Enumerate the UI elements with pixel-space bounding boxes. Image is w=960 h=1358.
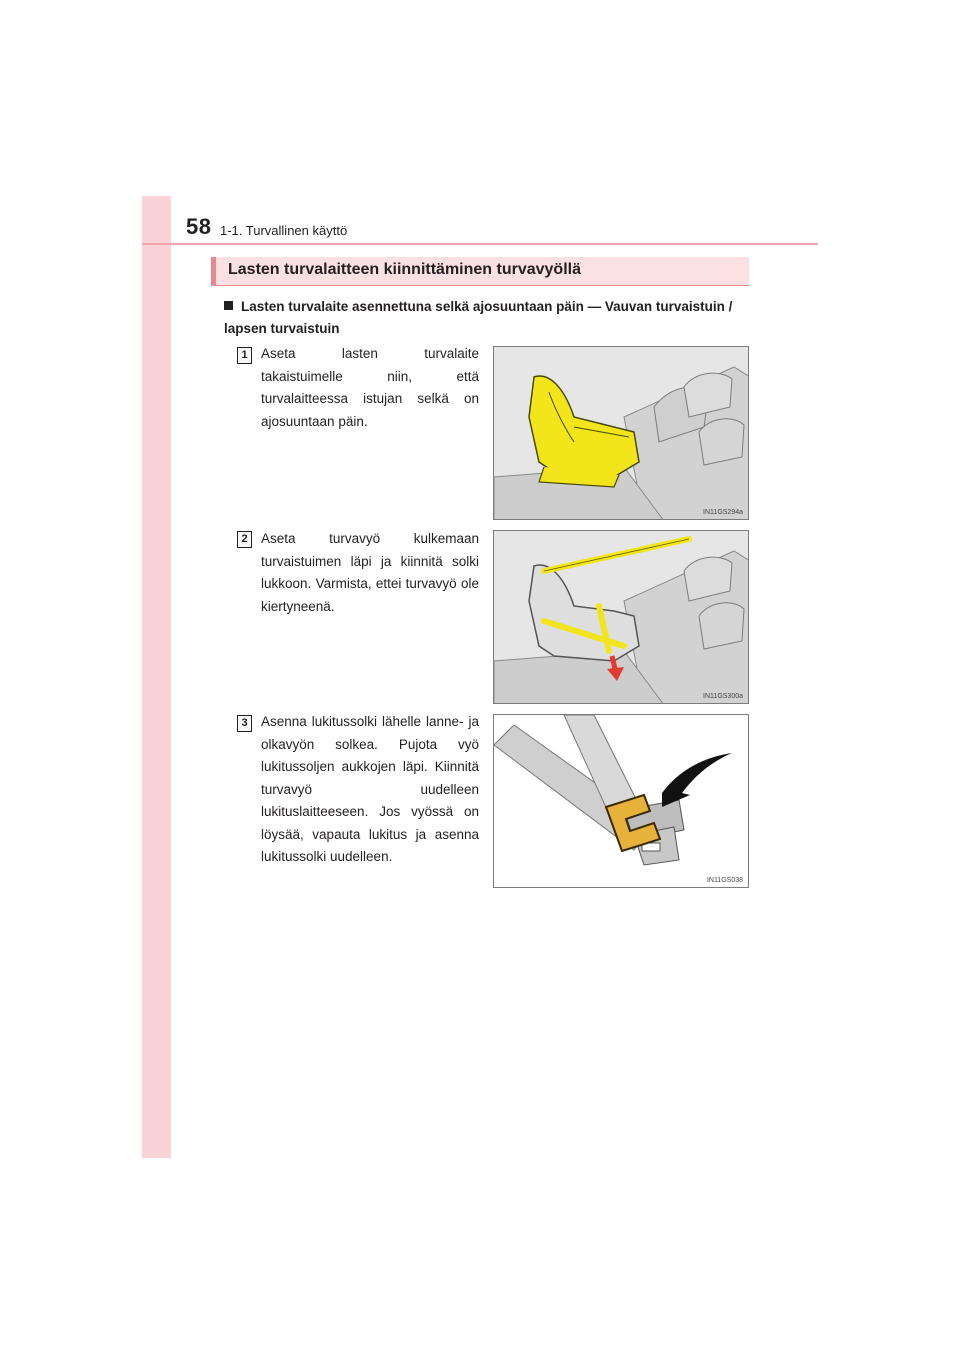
figure-locking-clip (493, 714, 749, 888)
square-bullet-icon (224, 301, 233, 310)
section-divider (211, 285, 749, 286)
figure-code: IN11GS038 (706, 877, 743, 884)
section-title: Lasten turvalaitteen kiinnittäminen turvavyöllä (228, 261, 581, 278)
section-heading (211, 257, 749, 286)
step-number-2: 2 (237, 531, 252, 548)
page-sidebar-tab (142, 196, 171, 1158)
figure-code: IN11GS294a (703, 509, 743, 516)
subheading-text: Lasten turvalaite asennettuna selkä ajosuuntaan päin — Vauvan turvaistuin / lapsen turvaistuin (224, 299, 733, 336)
step-text-3: Asenna lukitussolki lähelle lanne- ja olkavyön solkea. Pujota vyö lukitussoljen aukkojen läpi. Kiinnitä turvavyö uudelleen lukituslaitteeseen. Jos vyössä on löysää, vapauta lukitus ja asenna lukitussolki uudelleen. (261, 714, 479, 864)
belt-through-car-seat-illustration (494, 531, 749, 704)
step-text-2: Aseta turvavyö kulkemaan turvaistuimen läpi ja kiinnitä solki lukkoon. Varmista, ettei turvavyö ole kiertyneenä. (261, 531, 479, 614)
page-number: 58 (186, 214, 212, 239)
locking-clip-illustration (494, 715, 749, 888)
figure-code: IN11GS300a (703, 693, 743, 700)
subheading (224, 296, 754, 340)
step-text-1: Aseta lasten turvalaite takaistuimelle niin, että turvalaitteessa istujan selkä on ajosuuntaan päin. (261, 346, 479, 429)
step-number-3: 3 (237, 715, 252, 732)
car-seat-on-rear-seat-illustration (494, 347, 749, 520)
figure-belt-routing (493, 530, 749, 704)
header-divider (142, 243, 818, 245)
chapter-title: 1-1. Turvallinen käyttö (220, 223, 348, 238)
figure-car-seat-placement (493, 346, 749, 520)
step-number-1: 1 (237, 347, 252, 364)
